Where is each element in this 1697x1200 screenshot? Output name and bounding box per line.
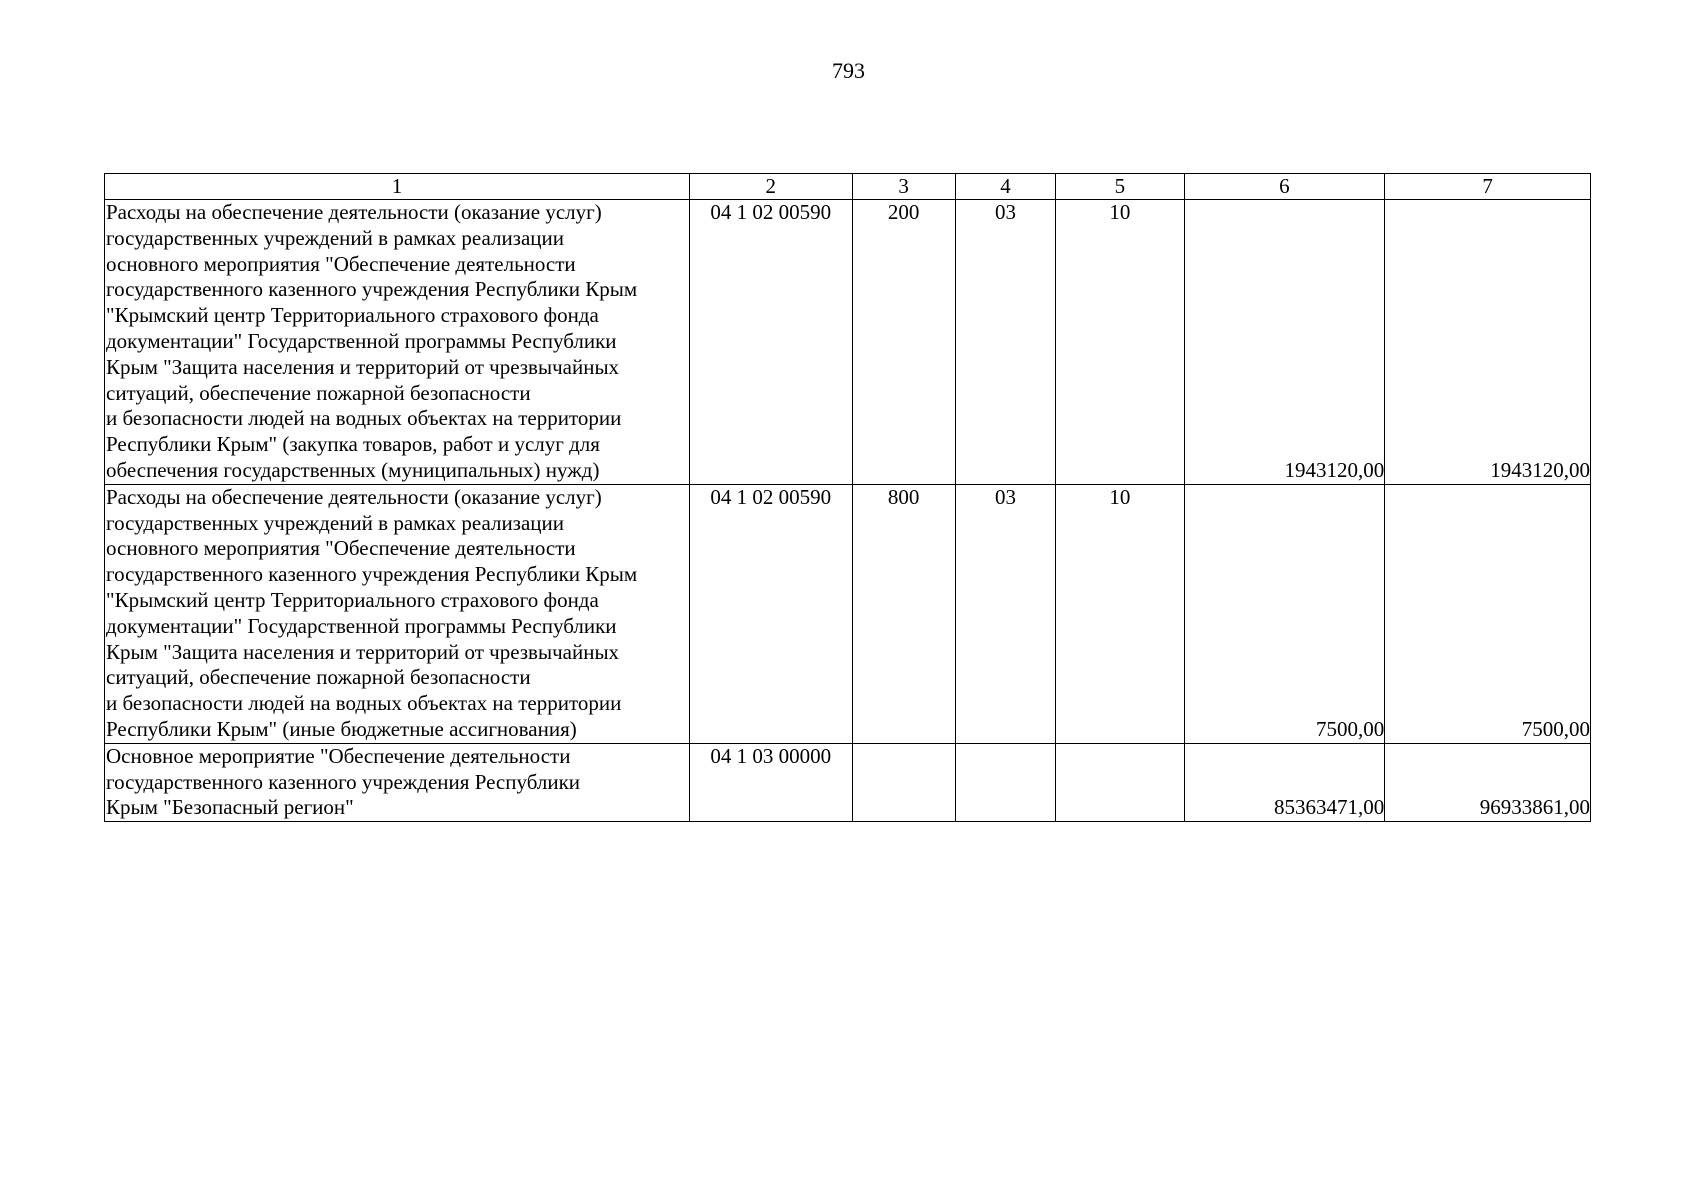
row-expense-type	[852, 743, 955, 821]
header-col-6: 6	[1184, 174, 1385, 200]
row-subsection	[1056, 743, 1184, 821]
row-target-article: 04 1 03 00000	[689, 743, 852, 821]
row-target-article: 04 1 02 00590	[689, 484, 852, 743]
row-description: Расходы на обеспечение деятельности (оказание услуг) государственных учреждений в рамках реализации основного мероприятия "Обеспечение деятельности государственного казенного учреждения Республики Крым "Крымский центр Территориального страхового фонда документации" Государственной программы Республики Крым "Защита населения и территорий от чрезвычайных ситуаций, обеспечение пожарной безопасности и безопасности людей на водных объектах на территории Республики Крым" (закупка товаров, работ и услуг для обеспечения государственных (муниципальных) нужд)	[105, 200, 690, 485]
row-subsection: 10	[1056, 484, 1184, 743]
row-section: 03	[955, 484, 1055, 743]
table-header	[105, 174, 1591, 200]
row-description: Расходы на обеспечение деятельности (оказание услуг) государственных учреждений в рамках реализации основного мероприятия "Обеспечение деятельности государственного казенного учреждения Республики Крым "Крымский центр Территориального страхового фонда документации" Государственной программы Республики Крым "Защита населения и территорий от чрезвычайных ситуаций, обеспечение пожарной безопасности и безопасности людей на водных объектах на территории Республики Крым" (иные бюджетные ассигнования)	[105, 484, 690, 743]
row-sum-year2: 7500,00	[1385, 484, 1591, 743]
row-section	[955, 743, 1055, 821]
budget-table	[104, 173, 1591, 822]
header-col-3: 3	[852, 174, 955, 200]
row-description: Основное мероприятие "Обеспечение деятельности государственного казенного учреждения Республики Крым "Безопасный регион"	[105, 743, 690, 821]
table-row	[105, 743, 1591, 821]
table-row	[105, 484, 1591, 743]
header-col-1: 1	[105, 174, 690, 200]
row-sum-year1: 1943120,00	[1184, 200, 1385, 485]
header-row	[105, 174, 1591, 200]
row-target-article: 04 1 02 00590	[689, 200, 852, 485]
row-sum-year2: 1943120,00	[1385, 200, 1591, 485]
row-sum-year1: 85363471,00	[1184, 743, 1385, 821]
row-subsection: 10	[1056, 200, 1184, 485]
header-col-2: 2	[689, 174, 852, 200]
page-number: 793	[832, 58, 865, 83]
header-col-5: 5	[1056, 174, 1184, 200]
row-section: 03	[955, 200, 1055, 485]
table-row	[105, 200, 1591, 485]
header-col-7: 7	[1385, 174, 1591, 200]
row-expense-type: 200	[852, 200, 955, 485]
table-body	[105, 200, 1591, 822]
header-col-4: 4	[955, 174, 1055, 200]
row-expense-type: 800	[852, 484, 955, 743]
row-sum-year2: 96933861,00	[1385, 743, 1591, 821]
row-sum-year1: 7500,00	[1184, 484, 1385, 743]
